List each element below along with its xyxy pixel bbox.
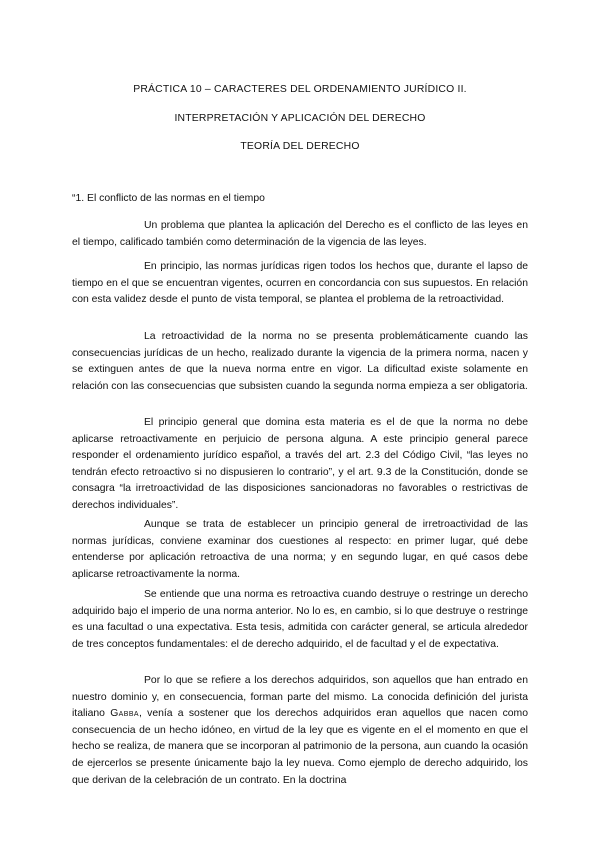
document-title-line-1: PRÁCTICA 10 – CARACTERES DEL ORDENAMIENTO JURÍDICO II. xyxy=(133,84,467,95)
paragraph-4: El principio general que domina esta materia es el de que la norma no debe aplicarse retroactivamente en perjuicio de persona alguna. A este principio general parece responder el ordenamiento jurídico español, a través del art. 2.3 del Código Civil, “las leyes no tendrán efecto retroactivo si no dispusieren lo contrario”, y el art. 9.3 de la Constitución, donde se consagra “la irretroactividad de las disposiciones sancionadoras no favorables o restrictivas de derechos individuales”. xyxy=(72,417,528,511)
document-title-line-2: INTERPRETACIÓN Y APLICACIÓN DEL DERECHO xyxy=(174,113,426,124)
paragraph-1: Un problema que plantea la aplicación del Derecho es el conflicto de las leyes en el tiempo, calificado también como determinación de la vigencia de las leyes. xyxy=(72,220,528,248)
paragraph-5: Aunque se trata de establecer un principio general de irretroactividad de las normas jurídicas, conviene examinar dos cuestiones al respecto: en primer lugar, qué debe entenderse por aplicación retroactiva de una norma; y en segundo lugar, en qué casos debe aplicarse retroactivamente la norma. xyxy=(72,519,528,580)
paragraph-7-text-end: , venía a sostener que los derechos adquiridos eran aquellos que nacen como consecuencia de un hecho idóneo, en virtud de la ley que es vigente en el el momento en que el hecho se realiza, de manera que se incorporan al patrimonio de la persona, aun cuando la ocasión de ejercerlos se presente únicamente bajo la ley nueva. Como ejemplo de derecho adquirido, los que derivan de la celebración de un contrato. En la doctrina xyxy=(72,708,528,786)
document-title-line-3: TEORÍA DEL DERECHO xyxy=(240,141,360,152)
paragraph-3: La retroactividad de la norma no se presenta problemáticamente cuando las consecuencias jurídicas de un hecho, realizado durante la vigencia de la primera norma, nacen y se extinguen antes de que la nueva norma entre en vigor. La dificultad existe solamente en relación con las consecuencias que subsisten cuando la segunda norma empieza a ser obligatoria. xyxy=(72,331,528,392)
paragraph-6: Se entiende que una norma es retroactiva cuando destruye o restringe un derecho adquirido bajo el imperio de una norma anterior. No lo es, en cambio, si lo que destruye o restringe es una facultad o una expectativa. Esta tesis, admitida con carácter general, se articula alrededor de tres conceptos fundamentales: el de derecho adquirido, el de facultad y el de expectativa. xyxy=(72,589,528,650)
paragraph-7 xyxy=(72,673,528,789)
paragraph-7-text-start: Por lo que se refiere a los derechos adquiridos, son aquellos que han entrado en nuestro dominio y, en consecuencia, forman parte del mismo. La conocida definición del jurista italiano xyxy=(72,675,528,720)
section-title: “1. El conflicto de las normas en el tiempo xyxy=(72,193,265,204)
paragraph-2: En principio, las normas jurídicas rigen todos los hechos que, durante el lapso de tiempo en el que se encuentran vigentes, ocurren en concordancia con sus supuestos. En relación con esta validez desde el punto de vista temporal, se plantea el problema de la retroactividad. xyxy=(72,261,528,306)
jurist-name: Gabba xyxy=(110,708,139,720)
